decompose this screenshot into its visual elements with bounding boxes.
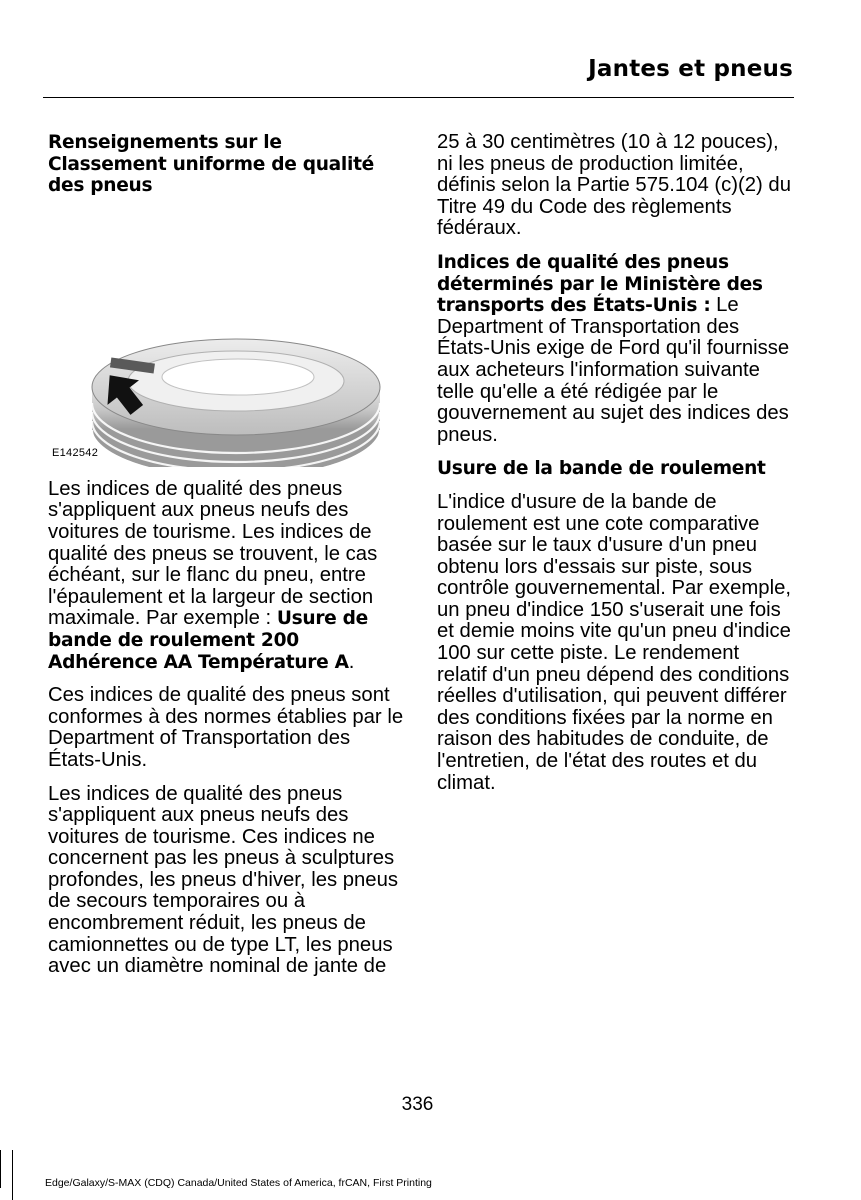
grading-example: Usure de bande de roulement 200 Adhérence AA Température A	[48, 608, 368, 673]
paragraph-1-text: Les indices de qualité des pneus s'appliquent aux pneus neufs des voitures de tourisme. Les indices de qualité des pneus se trouvent, le cas échéant, sur le flanc du pneu, entre l'épaulement et la largeur de section maximale. Par exemple :	[48, 477, 378, 630]
right-column	[437, 132, 791, 806]
paragraph-3: Les indices de qualité des pneus s'appliquent aux pneus neufs des voitures de tourisme. Ces indices ne concernent pas les pneus à sculptures profondes, les pneus d'hiver, les pneus de secours temporaires ou à encombrement réduit, les pneus de camionnettes ou de type LT, les pneus avec un diamètre nominal de jante de	[48, 782, 399, 978]
paragraph-5: L'indice d'usure de la bande de roulement est une cote comparative basée sur le taux d'usure d'un pneu obtenu lors d'essais sur piste, sous contrôle gouvernemental. Par exemple, un pneu d'indice 150 s'userait une fois et demie moins vite qu'un pneu d'indice 100 sur cette piste. Le rendement relatif d'un pneu dépend des conditions réelles d'utilisation, qui peuvent différer des conditions fixées par la norme en raison des habitudes de conduite, de l'entretien, de l'état des routes et du climat.	[437, 490, 791, 794]
crop-mark-left	[0, 1150, 1, 1188]
tire-illustration	[48, 209, 404, 467]
crop-mark-left-inner	[12, 1150, 13, 1200]
print-footer: Edge/Galaxy/S-MAX (CDQ) Canada/United States of America, frCAN, First Printing	[45, 1177, 432, 1189]
paragraph-4-text: Le Department of Transportation des États-Unis exige de Ford qu'il fournisse aux acheteurs l'information suivante telle qu'elle a été rédigée par le gouvernement au sujet des indices des pneus.	[437, 294, 790, 446]
left-column	[48, 132, 404, 990]
paragraph-4-lead: Indices de qualité des pneus déterminés par le Ministère des transports des États-Unis :	[437, 251, 763, 317]
section-heading: Renseignements sur le Classement uniforme de qualité des pneus	[48, 132, 374, 197]
paragraph-1-end: .	[348, 650, 355, 673]
figure-id: E142542	[52, 447, 99, 460]
tire-drawing	[48, 209, 404, 467]
paragraph-1	[48, 479, 404, 673]
paragraph-3-continued: 25 à 30 centimètres (10 à 12 pouces), ni les pneus de production limitée, définis selon la Partie 575.104 (c)(2) du Titre 49 du Code des règlements fédéraux.	[437, 131, 791, 240]
page-header-title: Jantes et pneus	[588, 56, 793, 82]
subsection-heading: Usure de la bande de roulement	[437, 458, 766, 480]
paragraph-4	[437, 252, 791, 446]
page-number: 336	[401, 1094, 434, 1115]
paragraph-2: Ces indices de qualité des pneus sont conformes à des normes établies par le Department of Transportation des États-Unis.	[48, 684, 404, 771]
header-divider	[43, 97, 794, 98]
